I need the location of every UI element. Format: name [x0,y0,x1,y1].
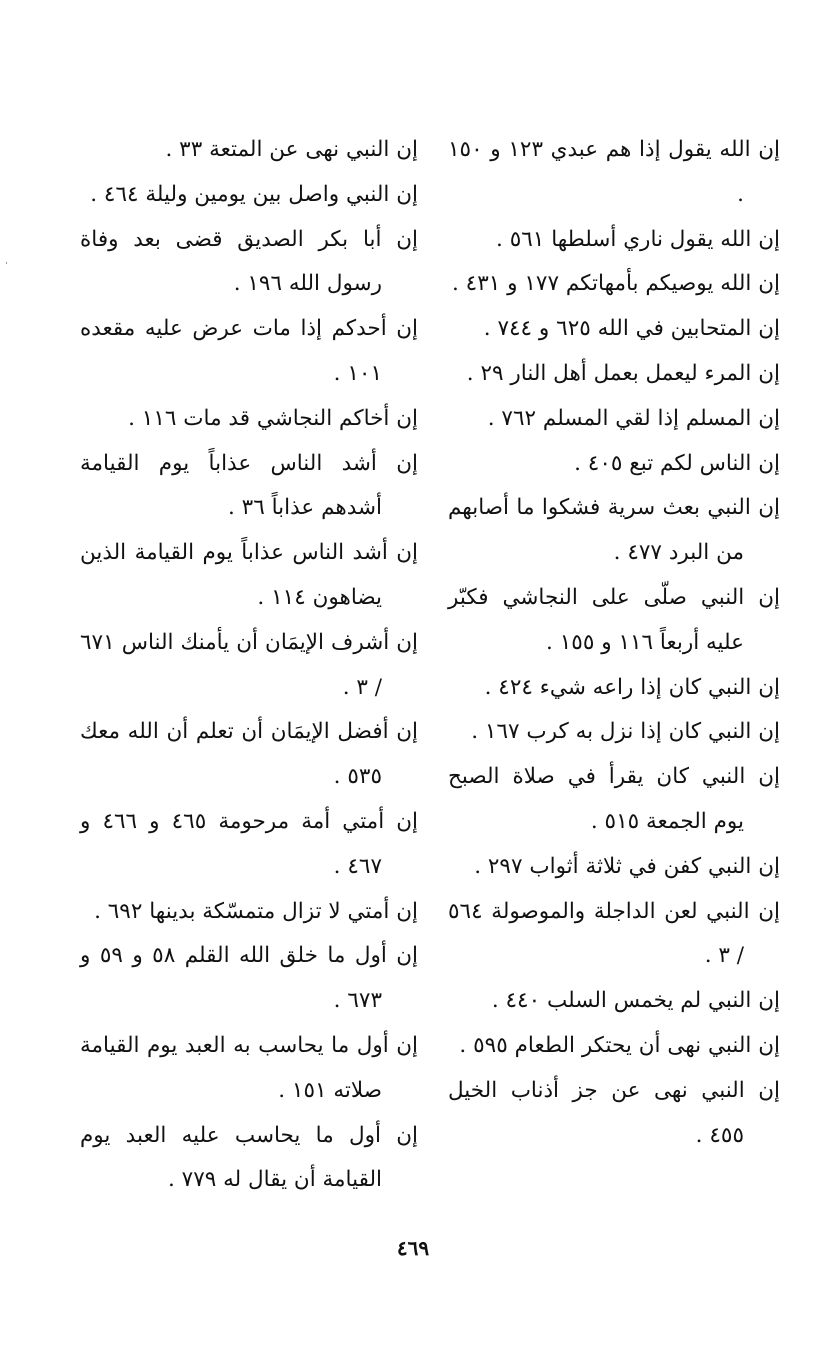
page-number: ٤٦٩ [396,1236,430,1260]
index-entry: إن الله يقول إذا هم عبدي ١٢٣ و ١٥٠ . [448,137,780,207]
index-entry: إن أمتي أمة مرحومة ٤٦٥ و ٤٦٦ و ٤٦٧ . [80,808,418,879]
index-entry: إن النبي صلّى على النجاشي فكبّر عليه أربعاً ١١٦ و ١٥٥ . [448,584,780,655]
left-column [80,128,418,1203]
index-entry: إن أبا بكر الصديق قضى بعد وفاة رسول الله ١٩٦ . [80,226,418,297]
index-entry: إن النبي نهى عن المتعة ٣٣ . [165,137,418,162]
index-entry: إن أشد الناس عذاباً يوم القيامة أشدهم عذاباً ٣٦ . [80,450,418,521]
index-entry: إن النبي واصل بين يومين وليلة ٤٦٤ . [90,181,418,207]
index-entry: إن النبي لم يخمس السلب ٤٤٠ . [491,988,780,1014]
index-entry: إن الله يوصيكم بأمهاتكم ١٧٧ و ٤٣١ . [451,271,780,297]
index-entry: إن أشرف الإيمَان أن يأمنك الناس ٦٧١ / ٣ . [80,629,418,700]
index-entry: إن النبي لعن الداجلة والموصولة ٥٦٤ / ٣ . [448,898,780,969]
index-entry: إن أول ما يحاسب عليه العبد يوم القيامة أن يقال له ٧٧٩ . [80,1122,418,1193]
right-column [448,128,780,1158]
index-entry: إن المتحابين في الله ٦٢٥ و ٧٤٤ . [483,316,780,342]
index-entry: إن النبي كان يقرأ في صلاة الصبح يوم الجمعة ٥١٥ . [448,764,780,834]
index-entry: إن أمتي لا تزال متمسّكة بدينها ٦٩٢ . [94,898,418,924]
index-entry: إن أخاكم النجاشي قد مات ١١٦ . [128,405,418,431]
index-entry: إن النبي بعث سرية فشكوا ما أصابهم من البرد ٤٧٧ . [448,495,780,566]
index-entry: إن المرء ليعمل بعمل أهل النار ٢٩ . [466,360,780,386]
index-entry: إن أفضل الإيمَان أن تعلم أن الله معك ٥٣٥ . [80,719,418,790]
index-entry: إن أول ما يحاسب به العبد يوم القيامة صلاته ١٥١ . [80,1032,418,1103]
index-entry: إن النبي نهى عن جز أذناب الخيل ٤٥٥ . [448,1077,780,1148]
scan-speck [6,262,7,264]
index-entry: إن أحدكم إذا مات عرض عليه مقعده ١٠١ . [80,316,418,386]
index-entry: إن أشد الناس عذاباً يوم القيامة الذين يضاهون ١١٤ . [80,540,418,610]
index-entry: إن النبي كان إذا نزل به كرب ١٦٧ . [471,719,780,745]
index-entry: إن أول ما خلق الله القلم ٥٨ و ٥٩ و ٦٧٣ . [80,943,418,1014]
index-entry: إن الله يقول ناري أسلطها ٥٦١ . [496,226,780,252]
index-entry: إن النبي كان إذا راعه شيء ٤٢٤ . [484,674,780,700]
index-entry: إن المسلم إذا لقي المسلم ٧٦٢ . [487,405,780,431]
index-entry: إن النبي نهى أن يحتكر الطعام ٥٩٥ . [459,1032,780,1058]
index-entry: إن الناس لكم تبع ٤٠٥ . [574,450,780,476]
index-entry: إن النبي كفن في ثلاثة أثواب ٢٩٧ . [474,853,780,879]
